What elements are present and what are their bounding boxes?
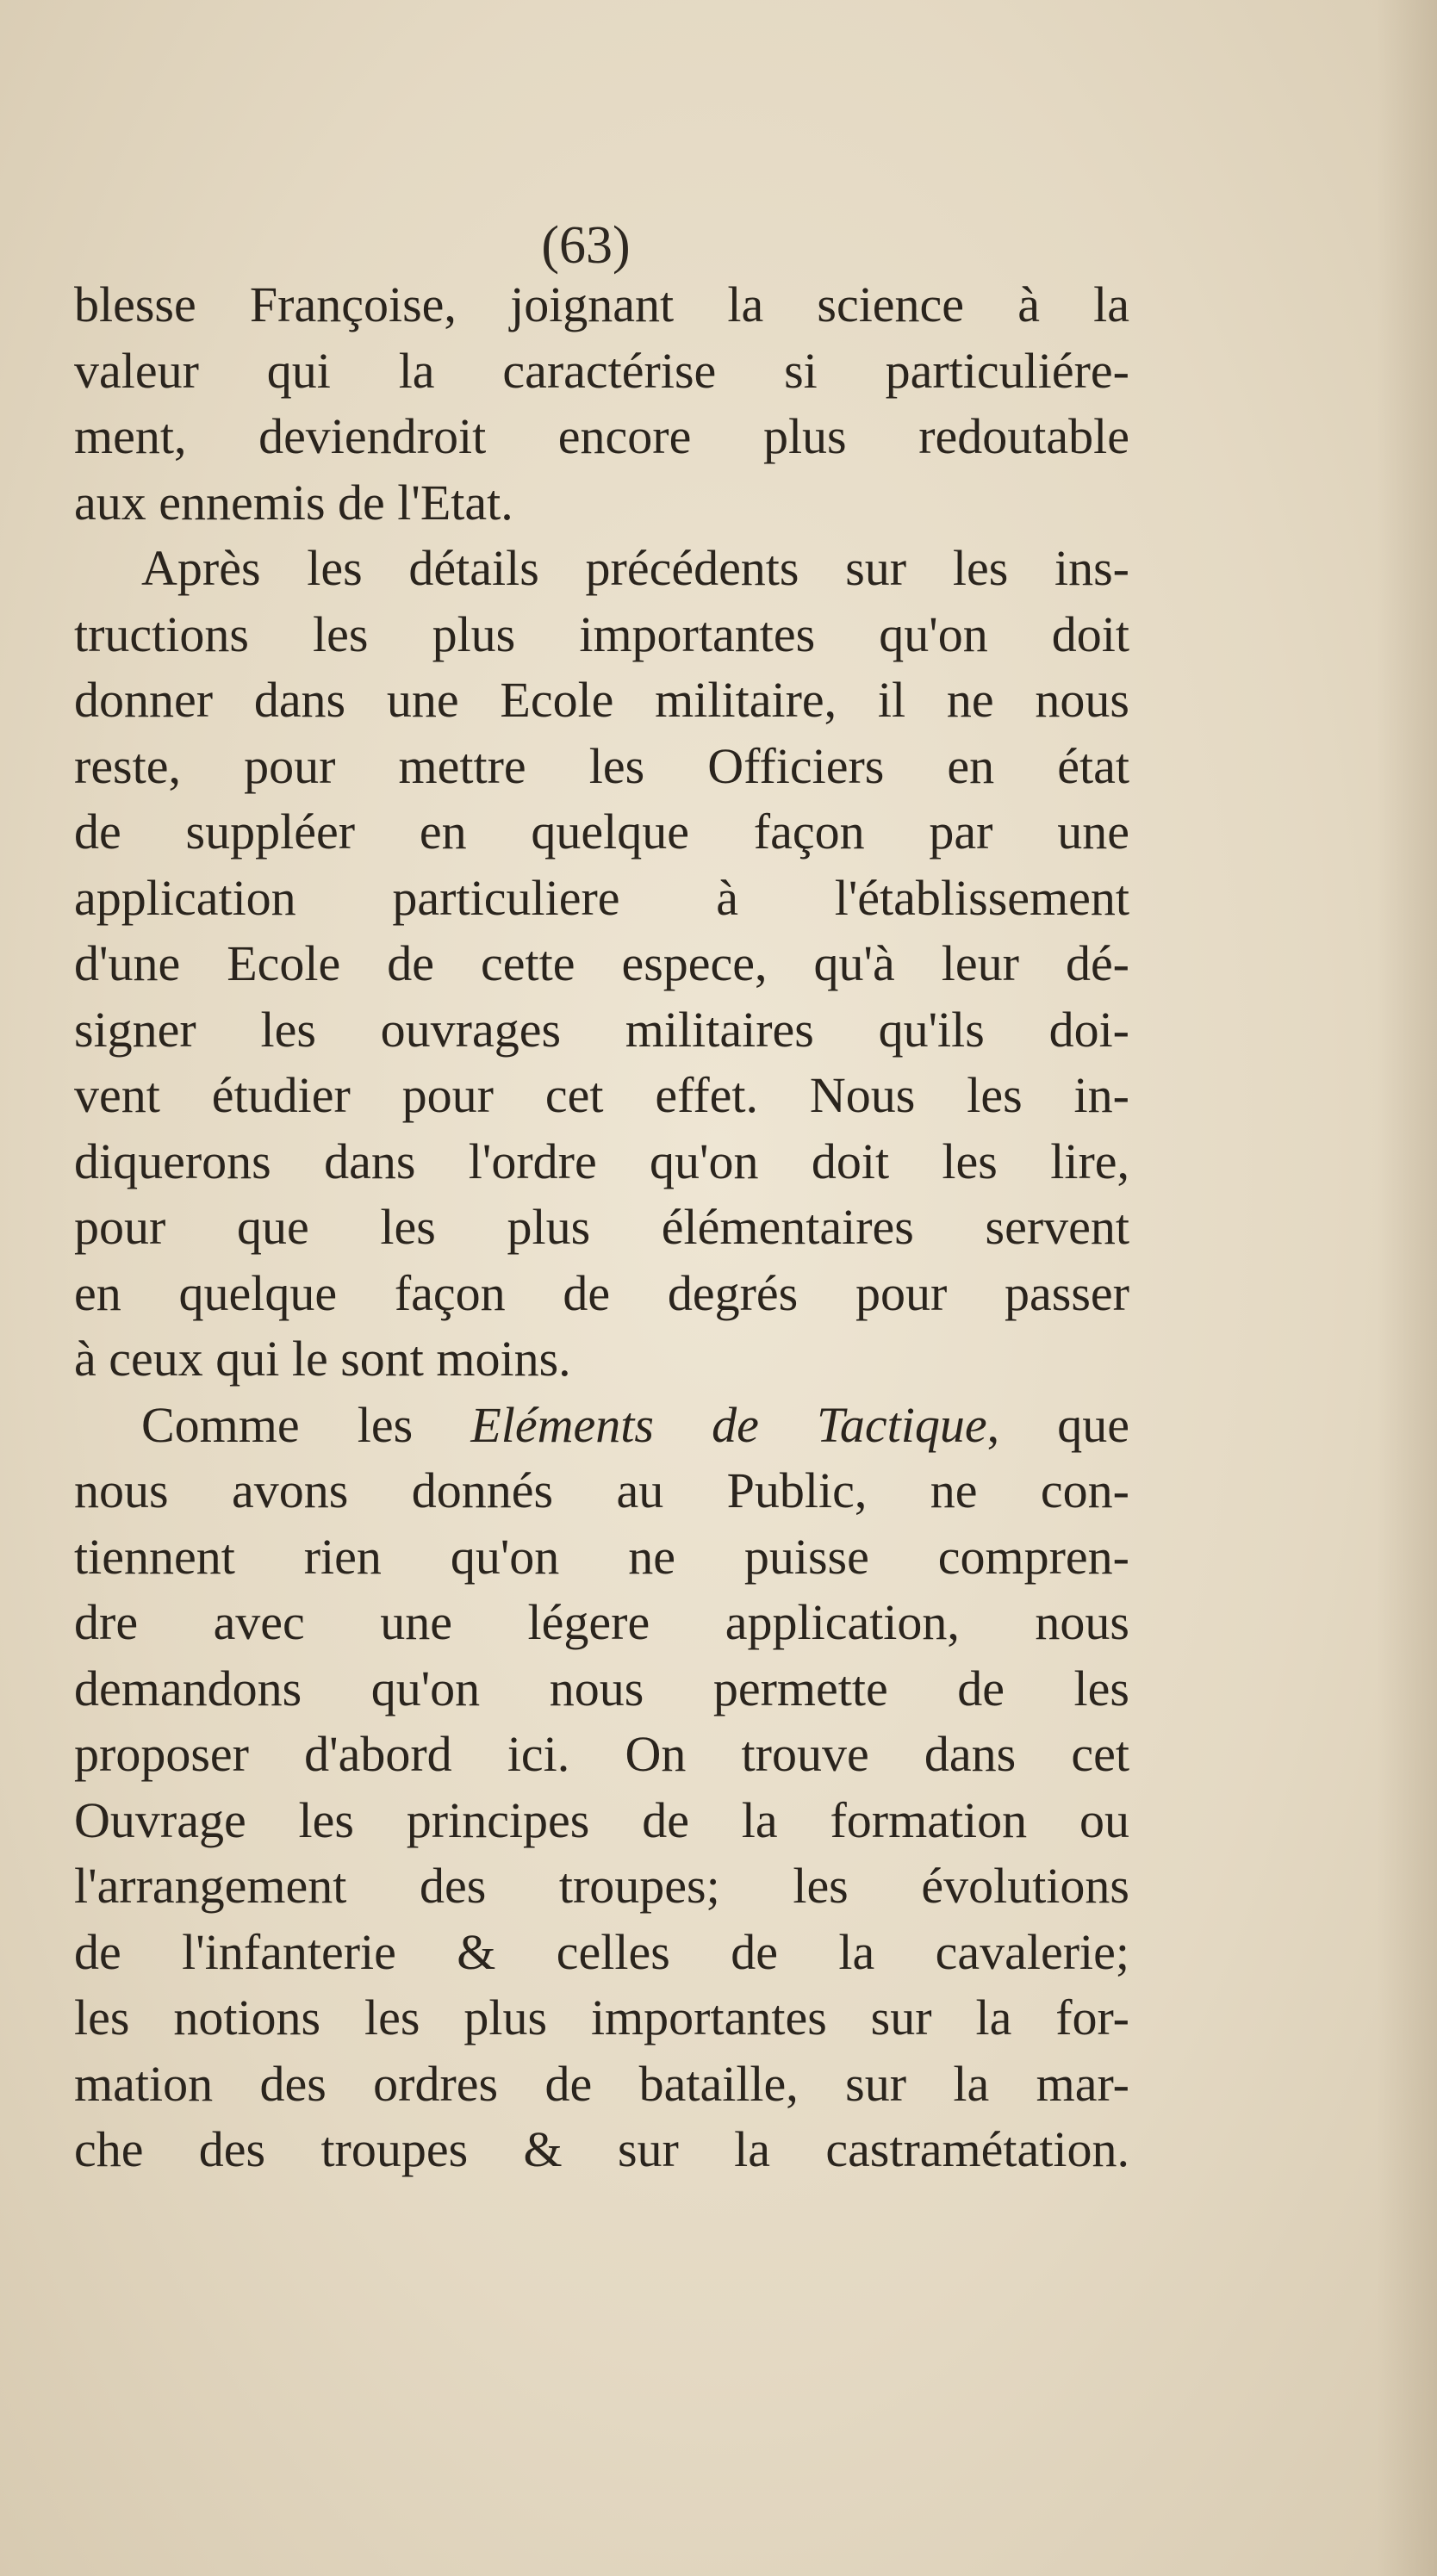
page-number: (63): [541, 216, 631, 275]
text-line: proposer d'abord ici. On trouve dans cet: [74, 1726, 1129, 1782]
text-line: diquerons dans l'ordre qu'on doit les lire,: [74, 1133, 1129, 1189]
text-line: tructions les plus importantes qu'on doit: [74, 605, 1129, 662]
text-line: les notions les plus importantes sur la for-: [74, 1989, 1129, 2045]
text-line: donner dans une Ecole militaire, il ne nous: [74, 672, 1129, 728]
page-edge-shadow: [1377, 0, 1437, 2576]
text-line: che des troupes & sur la castramétation.: [74, 2121, 1129, 2177]
italic-title: Eléments de Tactique: [470, 1396, 987, 1453]
text-line: de l'infanterie & celles de la cavalerie;: [74, 1923, 1129, 1980]
text-line: Ouvrage les principes de la formation ou: [74, 1791, 1129, 1848]
text-line: vent étudier pour cet effet. Nous les in-: [74, 1067, 1129, 1123]
text-line: nous avons donnés au Public, ne con-: [74, 1462, 1129, 1518]
text-line: pour que les plus élémentaires servent: [74, 1199, 1129, 1255]
text-fragment: , que: [986, 1396, 1129, 1453]
text-line: reste, pour mettre les Officiers en état: [74, 737, 1129, 794]
text-line: l'arrangement des troupes; les évolutions: [74, 1858, 1129, 1914]
text-line: signer les ouvrages militaires qu'ils doi-: [74, 1001, 1129, 1058]
text-line: d'une Ecole de cette espece, qu'à leur dé-: [74, 935, 1129, 991]
text-line: tiennent rien qu'on ne puisse compren-: [74, 1528, 1129, 1585]
text-line: dre avec une légere application, nous: [74, 1594, 1129, 1650]
text-line: aux ennemis de l'Etat.: [74, 474, 513, 531]
text-line: valeur qui la caractérise si particuliére-: [74, 342, 1129, 399]
text-line: mation des ordres de bataille, sur la mar-: [74, 2055, 1129, 2112]
text-line: blesse Françoise, joignant la science à la: [74, 276, 1129, 332]
text-fragment: Comme les: [141, 1396, 471, 1453]
body-text: [74, 272, 1129, 2183]
text-line: en quelque façon de degrés pour passer: [74, 1264, 1129, 1321]
text-line: [74, 1393, 1129, 1459]
text-line: de suppléer en quelque façon par une: [74, 804, 1129, 860]
text-line: à ceux qui le sont moins.: [74, 1331, 571, 1387]
text-line: demandons qu'on nous permette de les: [74, 1660, 1129, 1716]
text-line: Après les détails précédents sur les ins-: [141, 540, 1129, 596]
text-line: ment, deviendroit encore plus redoutable: [74, 408, 1129, 464]
text-line: application particuliere à l'établissement: [74, 869, 1129, 926]
